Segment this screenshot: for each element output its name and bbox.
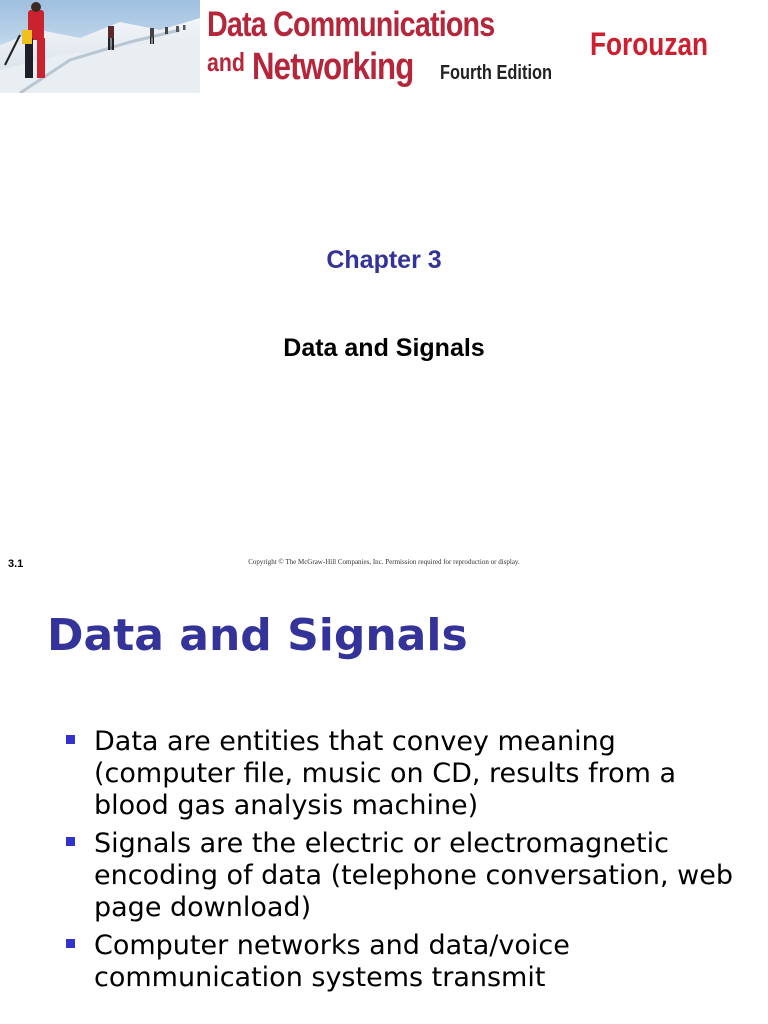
book-edition: Fourth Edition [440,62,553,84]
bullet-item [62,930,742,994]
book-banner [0,0,768,93]
slide-2 [0,590,768,1024]
square-bullet-icon [66,837,75,846]
book-title [207,5,587,93]
book-author: Forouzan [590,26,709,62]
book-title-and: and [207,47,245,77]
book-title-networking: Networking [252,46,414,88]
slide-title: Data and Signals [47,610,468,661]
square-bullet-icon [66,939,75,948]
book-title-line1: Data Communications [207,5,495,44]
square-bullet-icon [66,735,75,744]
bullet-item [62,828,742,924]
bullet-text: Data are entities that convey meaning (computer file, music on CD, results from a blood gas analysis machine) [94,726,677,821]
chapter-heading: Chapter 3 [326,246,442,274]
chapter-subtitle: Data and Signals [283,334,485,362]
bullet-item [62,726,742,822]
bullet-list [62,726,742,1000]
slide-number: 3.1 [8,558,24,570]
copyright-notice: Copyright © The McGraw-Hill Companies, Inc. Permission required for reproduction or display. [248,558,520,566]
bullet-text: Signals are the electric or electromagnetic encoding of data (telephone conversation, web page download) [94,828,733,923]
mountain-climbers-photo-icon [0,0,200,93]
bullet-text: Computer networks and data/voice communication systems transmit [94,930,570,993]
